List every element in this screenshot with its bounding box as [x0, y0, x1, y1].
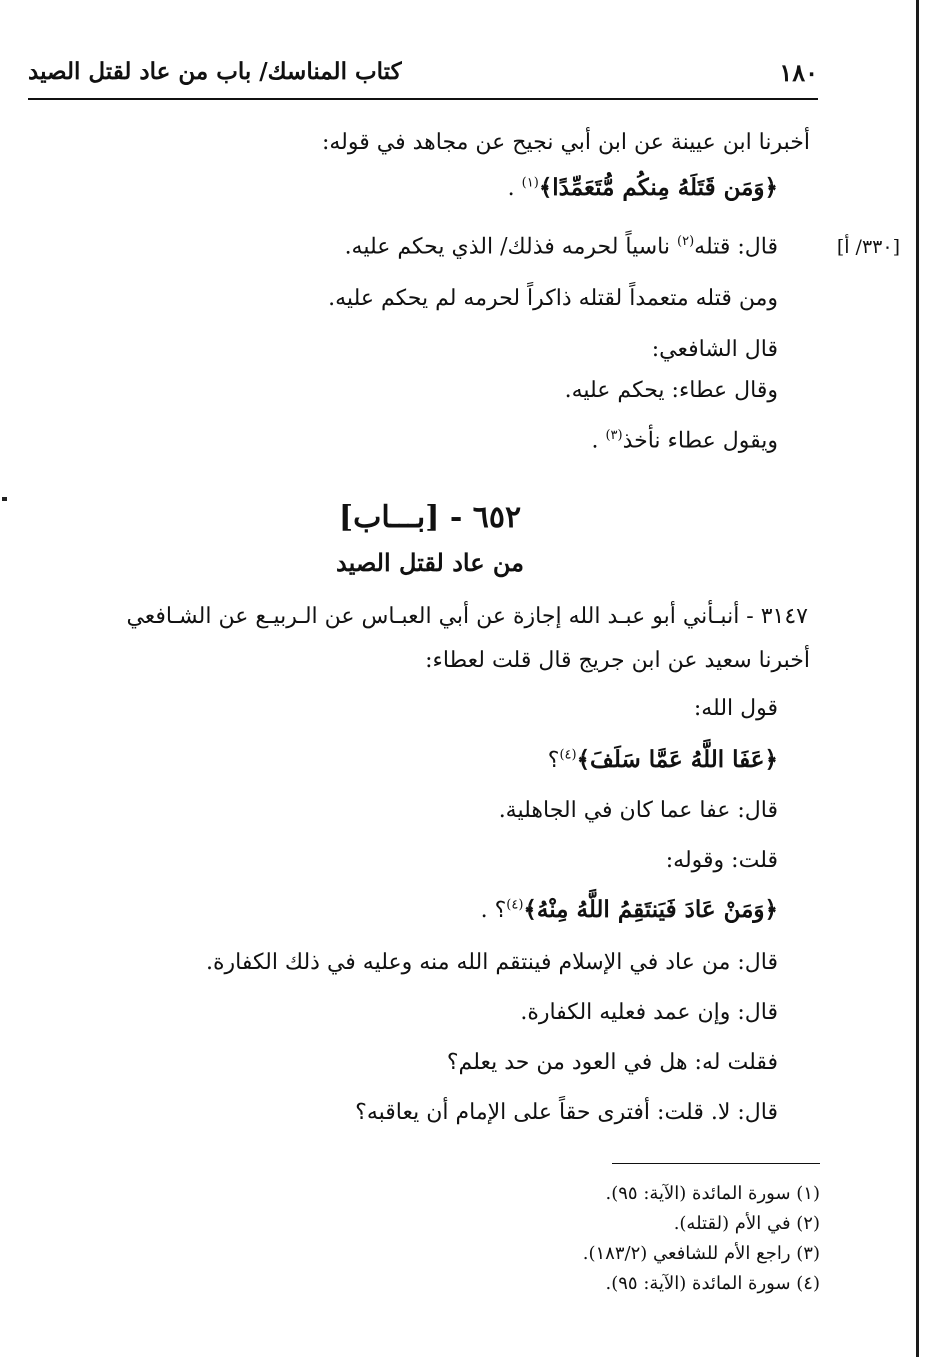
footnote: (١) سورة المائدة (الآية: ٩٥). [605, 1183, 820, 1204]
footnote: (٤) سورة المائدة (الآية: ٩٥). [605, 1273, 820, 1294]
text-line [591, 428, 778, 453]
page-number: ١٨٠ [779, 58, 818, 87]
quran-verse: ﴿وَمَنْ عَادَ فَيَنتَقِمُ اللَّهُ مِنْهُ﴾ [523, 896, 778, 923]
footnote-ref: (٢) [677, 234, 695, 249]
running-header [28, 52, 818, 100]
text-line: قول الله: [693, 696, 778, 721]
text-line: قال: لا. قلت: أفترى حقاً على الإمام أن يعاقبه؟ [355, 1100, 778, 1125]
text-fragment: قال: قتله [694, 234, 778, 260]
quran-verse: ﴿وَمَن قَتَلَهُ مِنكُم مُّتَعَمِّدًا﴾ [538, 174, 778, 201]
chapter-subtitle: من عاد لقتل الصيد [335, 548, 524, 577]
text-line: أخبرنا ابن عيينة عن ابن أبي نجيح عن مجاهد في قوله: [321, 130, 810, 155]
text-line: فقلت له: هل في العود من حد يعلم؟ [446, 1050, 778, 1075]
punctuation: . [507, 176, 515, 201]
footnote-separator [612, 1163, 820, 1164]
text-line: قال الشافعي: [651, 337, 778, 362]
punctuation: ؟ . [480, 898, 507, 923]
text-line [345, 234, 778, 259]
text-line: وقال عطاء: يحكم عليه. [564, 378, 778, 403]
footnote: (٣) راجع الأم للشافعي (١٨٣/٢). [582, 1243, 820, 1264]
punctuation: ؟ [547, 748, 560, 773]
text-line: قال: وإن عمد فعليه الكفارة. [520, 1000, 778, 1025]
quran-verse: ﴿عَفَا اللَّهُ عَمَّا سَلَفَ﴾ [576, 746, 778, 773]
quran-verse-line [508, 174, 778, 201]
quran-verse-line [548, 746, 778, 773]
header-title: كتاب المناسك/ باب من عاد لقتل الصيد [28, 58, 402, 85]
text-fragment: ناسياً لحرمه فذلك/ الذي يحكم عليه. [344, 234, 671, 260]
quran-verse-line [481, 896, 778, 923]
footnote: (٢) في الأم (لقتله). [673, 1213, 820, 1234]
text-fragment: ويقول عطاء نأخذ [622, 428, 778, 454]
punctuation: . [591, 428, 599, 454]
margin-reference: [٣٣٠/ أ] [836, 236, 900, 258]
text-line: قلت: وقوله: [665, 848, 778, 873]
footnote-ref: (٤) [506, 897, 524, 913]
text-line: قال: من عاد في الإسلام فينتقم الله منه وعليه في ذلك الكفارة. [205, 950, 778, 975]
footnote-ref: (٣) [605, 428, 623, 443]
page-edge-line [916, 0, 919, 1357]
footnote-ref: (٤) [559, 747, 577, 763]
text-line: قال: عفا عما كان في الجاهلية. [498, 798, 778, 823]
text-line: ومن قتله متعمداً لقتله ذاكراً لحرمه لم يحكم عليه. [328, 286, 778, 311]
text-line: أخبرنا سعيد عن ابن جريج قال قلت لعطاء: [425, 648, 810, 673]
text-line: ٣١٤٧ - أنبـأني أبو عبـد الله إجازة عن أبي العبـاس عن الـربيـع عن الشـافعي [126, 604, 808, 629]
footnote-ref: (١) [521, 175, 539, 191]
chapter-title: ٦٥٢ - [بـــاب] [338, 500, 522, 535]
